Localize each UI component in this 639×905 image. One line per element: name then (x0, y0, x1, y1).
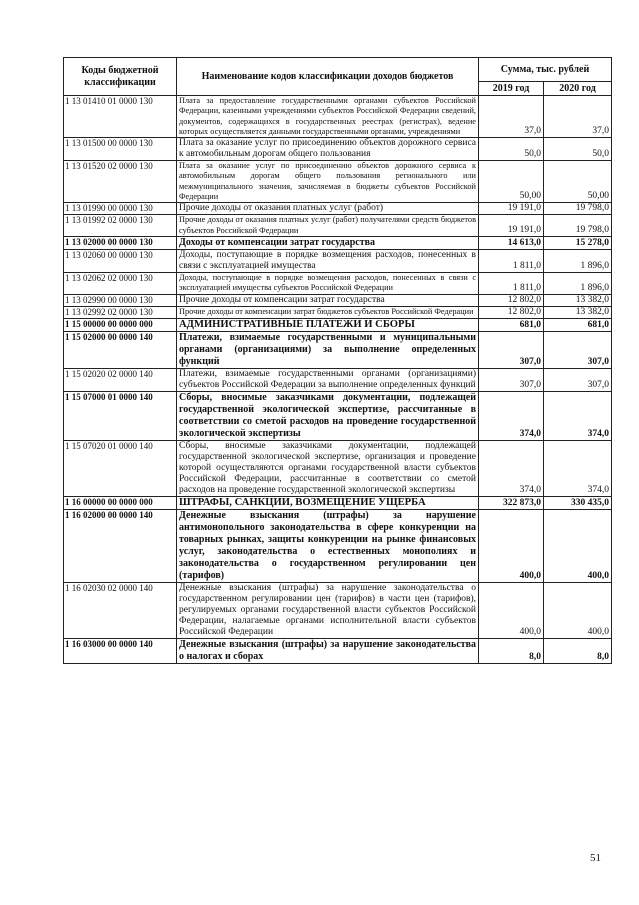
table-row (64, 215, 612, 237)
row-value-2019: 681,0 (479, 318, 544, 331)
row-name: Сборы, вносимые заказчиками документации, подлежащей государственной экологической экспертизе, рассчитанные в соответствии со сметой расходов на проведение государственной экологической экспертизы (177, 391, 479, 440)
row-value-2020: 19 798,0 (544, 215, 612, 237)
table-row (64, 496, 612, 509)
row-code: 1 13 01410 01 0000 130 (64, 96, 177, 138)
row-value-2020: 13 382,0 (544, 306, 612, 318)
row-code: 1 13 02992 02 0000 130 (64, 306, 177, 318)
row-code: 1 16 03000 00 0000 140 (64, 638, 177, 663)
table-row (64, 638, 612, 663)
table-row (64, 294, 612, 306)
row-name: Плата за предоставление государственными органами субъектов Российской Федерации, казенными учреждениями субъектов Российской Федерации сведений, документов, содержащихся в государственных реестрах (регистрах), ведение которых осуществляется данными государственными органами, учреждениями (177, 96, 479, 138)
row-name: Плата за оказание услуг по присоединению объектов дорожного сервиса к автомобильным дорогам общего пользования (177, 138, 479, 161)
row-value-2020: 330 435,0 (544, 496, 612, 509)
row-code: 1 15 02020 02 0000 140 (64, 368, 177, 391)
row-value-2020: 681,0 (544, 318, 612, 331)
row-code: 1 16 00000 00 0000 000 (64, 496, 177, 509)
row-value-2019: 8,0 (479, 638, 544, 663)
row-value-2019: 14 613,0 (479, 236, 544, 249)
row-name: Денежные взыскания (штрафы) за нарушение законодательства о налогах и сборах (177, 638, 479, 663)
row-name: Платежи, взимаемые государственными и муниципальными органами (организациями) за выполнение определенных функций (177, 331, 479, 368)
page-number: 51 (590, 852, 601, 864)
row-name: Прочие доходы от оказания платных услуг (работ) (177, 203, 479, 215)
row-value-2019: 400,0 (479, 509, 544, 582)
table-row (64, 509, 612, 582)
row-value-2019: 1 811,0 (479, 249, 544, 272)
table-row (64, 331, 612, 368)
table-row (64, 249, 612, 272)
row-name: Доходы, поступающие в порядке возмещения расходов, понесенных в связи с эксплуатацией имущества субъектов Российской Федерации (177, 272, 479, 294)
row-name: ШТРАФЫ, САНКЦИИ, ВОЗМЕЩЕНИЕ УЩЕРБА (177, 496, 479, 509)
table-row (64, 440, 612, 496)
row-value-2019: 1 811,0 (479, 272, 544, 294)
table-row (64, 138, 612, 161)
header-year-2019: 2019 год (479, 82, 544, 96)
revenue-table (63, 57, 612, 664)
row-value-2019: 19 191,0 (479, 203, 544, 215)
table-row (64, 391, 612, 440)
row-value-2020: 50,00 (544, 161, 612, 203)
row-name: Денежные взыскания (штрафы) за нарушение антимонопольного законодательства в сфере конкуренции на товарных рынках, защиты конкуренции на рынке финансовых услуг, законодательства о естественных монополиях и законодательства о государственном регулировании цен (тарифов) (177, 509, 479, 582)
row-value-2020: 400,0 (544, 509, 612, 582)
row-name: Денежные взыскания (штрафы) за нарушение законодательства о государственном регулировании цен (тарифов) в части цен (тарифов), регулируемых органами государственной власти субъектов Российской Федерации, налагаемые органами исполнительной власти субъектов Российской Федерации (177, 582, 479, 638)
row-value-2019: 374,0 (479, 440, 544, 496)
row-value-2020: 13 382,0 (544, 294, 612, 306)
row-name: Прочие доходы от оказания платных услуг (работ) получателями средств бюджетов субъектов Российской Федерации (177, 215, 479, 237)
row-code: 1 13 02990 00 0000 130 (64, 294, 177, 306)
row-value-2019: 37,0 (479, 96, 544, 138)
row-value-2020: 1 896,0 (544, 249, 612, 272)
row-value-2020: 15 278,0 (544, 236, 612, 249)
row-value-2019: 374,0 (479, 391, 544, 440)
row-value-2020: 307,0 (544, 368, 612, 391)
table-row (64, 368, 612, 391)
row-value-2019: 307,0 (479, 368, 544, 391)
row-name: Сборы, вносимые заказчиками документации, подлежащей государственной экологической экспертизе, организация и проведение которой осуществляются органами государственной власти субъектов Российской Федерации, рассчитанные в соответствии со сметой расходов на проведение государственной экологической экспертизы (177, 440, 479, 496)
row-code: 1 13 01992 02 0000 130 (64, 215, 177, 237)
row-code: 1 16 02030 02 0000 140 (64, 582, 177, 638)
header-sum: Сумма, тыс. рублей (479, 58, 612, 82)
row-value-2020: 50,0 (544, 138, 612, 161)
row-name: АДМИНИСТРАТИВНЫЕ ПЛАТЕЖИ И СБОРЫ (177, 318, 479, 331)
header-year-2020: 2020 год (544, 82, 612, 96)
row-code: 1 15 07000 01 0000 140 (64, 391, 177, 440)
row-value-2019: 19 191,0 (479, 215, 544, 237)
table-row (64, 96, 612, 138)
table-row (64, 582, 612, 638)
row-code: 1 13 02062 02 0000 130 (64, 272, 177, 294)
row-value-2020: 8,0 (544, 638, 612, 663)
row-value-2019: 50,0 (479, 138, 544, 161)
row-code: 1 15 00000 00 0000 000 (64, 318, 177, 331)
table-row (64, 236, 612, 249)
row-name: Прочие доходы от компенсации затрат государства (177, 294, 479, 306)
row-value-2020: 1 896,0 (544, 272, 612, 294)
row-value-2020: 374,0 (544, 440, 612, 496)
row-name: Плата за оказание услуг по присоединению объектов дорожного сервиса к автомобильным дорогам общего пользования регионального или межмуниципального значения, зачисляемая в бюджеты субъектов Российской Федерации (177, 161, 479, 203)
row-value-2020: 400,0 (544, 582, 612, 638)
table-row (64, 203, 612, 215)
row-name: Доходы от компенсации затрат государства (177, 236, 479, 249)
row-code: 1 13 01990 00 0000 130 (64, 203, 177, 215)
row-code: 1 15 07020 01 0000 140 (64, 440, 177, 496)
row-name: Прочие доходы от компенсации затрат бюджетов субъектов Российской Федерации (177, 306, 479, 318)
row-value-2020: 19 798,0 (544, 203, 612, 215)
header-code: Коды бюджетной классификации (64, 58, 177, 96)
row-code: 1 13 02000 00 0000 130 (64, 236, 177, 249)
row-value-2020: 307,0 (544, 331, 612, 368)
row-value-2019: 12 802,0 (479, 306, 544, 318)
row-code: 1 13 01500 00 0000 130 (64, 138, 177, 161)
row-code: 1 13 01520 02 0000 130 (64, 161, 177, 203)
table-row (64, 161, 612, 203)
row-value-2019: 50,00 (479, 161, 544, 203)
row-value-2019: 400,0 (479, 582, 544, 638)
row-value-2020: 374,0 (544, 391, 612, 440)
row-code: 1 15 02000 00 0000 140 (64, 331, 177, 368)
row-value-2019: 322 873,0 (479, 496, 544, 509)
row-name: Платежи, взимаемые государственными органами (организациями) субъектов Российской Федерации за выполнение определенных функций (177, 368, 479, 391)
table-row (64, 272, 612, 294)
row-code: 1 13 02060 00 0000 130 (64, 249, 177, 272)
row-value-2020: 37,0 (544, 96, 612, 138)
table-row (64, 318, 612, 331)
row-value-2019: 12 802,0 (479, 294, 544, 306)
row-code: 1 16 02000 00 0000 140 (64, 509, 177, 582)
row-name: Доходы, поступающие в порядке возмещения расходов, понесенных в связи с эксплуатацией имущества (177, 249, 479, 272)
table-row (64, 306, 612, 318)
row-value-2019: 307,0 (479, 331, 544, 368)
header-name: Наименование кодов классификации доходов бюджетов (177, 58, 479, 96)
